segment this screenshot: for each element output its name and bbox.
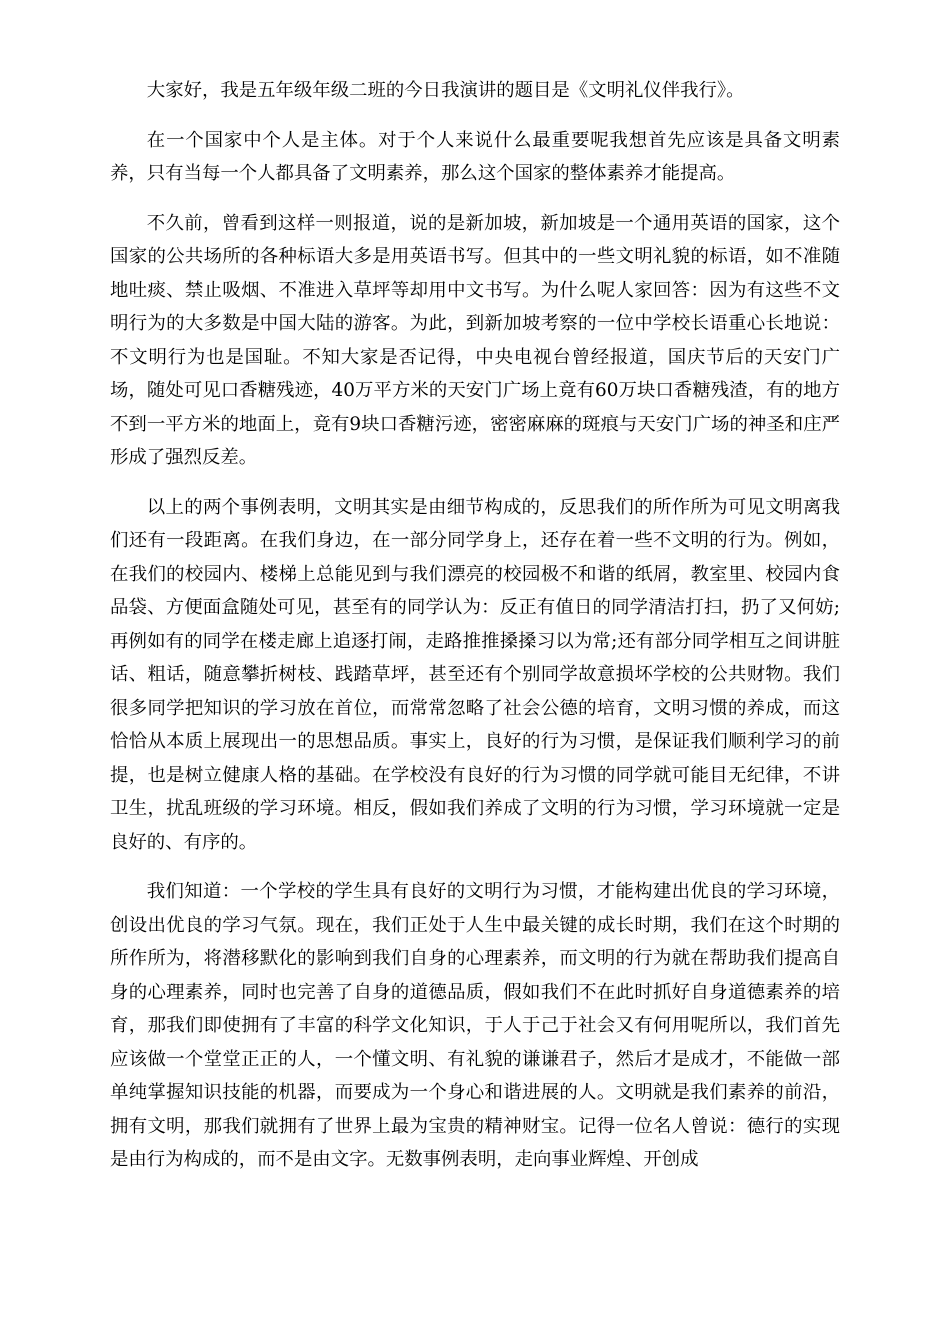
paragraph-individual-civility: 在一个国家中个人是主体。对于个人来说什么最重要呢我想首先应该是具备文明素养，只有当每一个人都具备了文明素养，那么这个国家的整体素养才能提高。 [110, 129, 840, 184]
paragraph-greeting: 大家好，我是五年级年级二班的今日我演讲的题目是《文明礼仪伴我行》。 [146, 80, 745, 101]
paragraph-learning-environment: 我们知道：一个学校的学生具有良好的文明行为习惯，才能构建出优良的学习环境，创设出优良的学习气氛。现在，我们正处于人生中最关键的成长时期，我们在这个时期的所作所为，将潜移默化的影响到我们自身的心理素养，而文明的行为就在帮助我们提高自身的心理素养，同时也完善了自身的道德品质，假如我们不在此时抓好自身道德素养的培育，那我们即使拥有了丰富的科学文化知识，于人于己于社会又有何用呢所以，我们首先应该做一个堂堂正正的人，一个懂文明、有礼貌的谦谦君子，然后才是成才，不能做一部单纯掌握知识技能的机器，而要成为一个身心和谐进展的人。文明就是我们素养的前沿，拥有文明，那我们就拥有了世界上最为宝贵的精神财宝。记得一位名人曾说：德行的实现是由行为构成的，而不是由文字。无数事例表明，走向事业辉煌、开创成 [110, 881, 840, 1170]
paragraph-singapore-report: 不久前，曾看到这样一则报道，说的是新加坡，新加坡是一个通用英语的国家，这个国家的公共场所的各种标语大多是用英语书写。但其中的一些文明礼貌的标语，如不准随地吐痰、禁止吸烟、不准进入草坪等却用中文书写。为什么呢人家回答：因为有这些不文明行为的大多数是中国大陆的游客。为此，到新加坡考察的一位中学校长语重心长地说：不文明行为也是国耻。不知大家是否记得，中央电视台曾经报道，国庆节后的天安门广场，随处可见口香糖残迹，40万平方米的天安门广场上竟有60万块口香糖残渣，有的地方不到一平方米的地面上，竟有9块口香糖污迹，密密麻麻的斑痕与天安门广场的神圣和庄严形成了强烈反差。 [110, 212, 840, 468]
paragraph-campus-behavior: 以上的两个事例表明，文明其实是由细节构成的，反思我们的所作所为可见文明离我们还有一段距离。在我们身边，在一部分同学身上，还存在着一些不文明的行为。例如，在我们的校园内、楼梯上总能见到与我们漂亮的校园极不和谐的纸屑，教室里、校园内食品袋、方便面盒随处可见，甚至有的同学认为：反正有值日的同学清洁打扫，扔了又何妨;再例如有的同学在楼走廊上追逐打闹，走路推推搡搡习以为常;还有部分同学相互之间讲脏话、粗话，随意攀折树枝、践踏草坪，甚至还有个别同学故意损坏学校的公共财物。我们很多同学把知识的学习放在首位，而常常忽略了社会公德的培育，文明习惯的养成，而这恰恰从本质上展现出一的思想品质。事实上，良好的行为习惯，是保证我们顺利学习的前提，也是树立健康人格的基础。在学校没有良好的行为习惯的同学就可能目无纪律，不讲卫生，扰乱班级的学习环境。相反，假如我们养成了文明的行为习惯，学习环境就一定是良好的、有序的。 [110, 496, 840, 853]
